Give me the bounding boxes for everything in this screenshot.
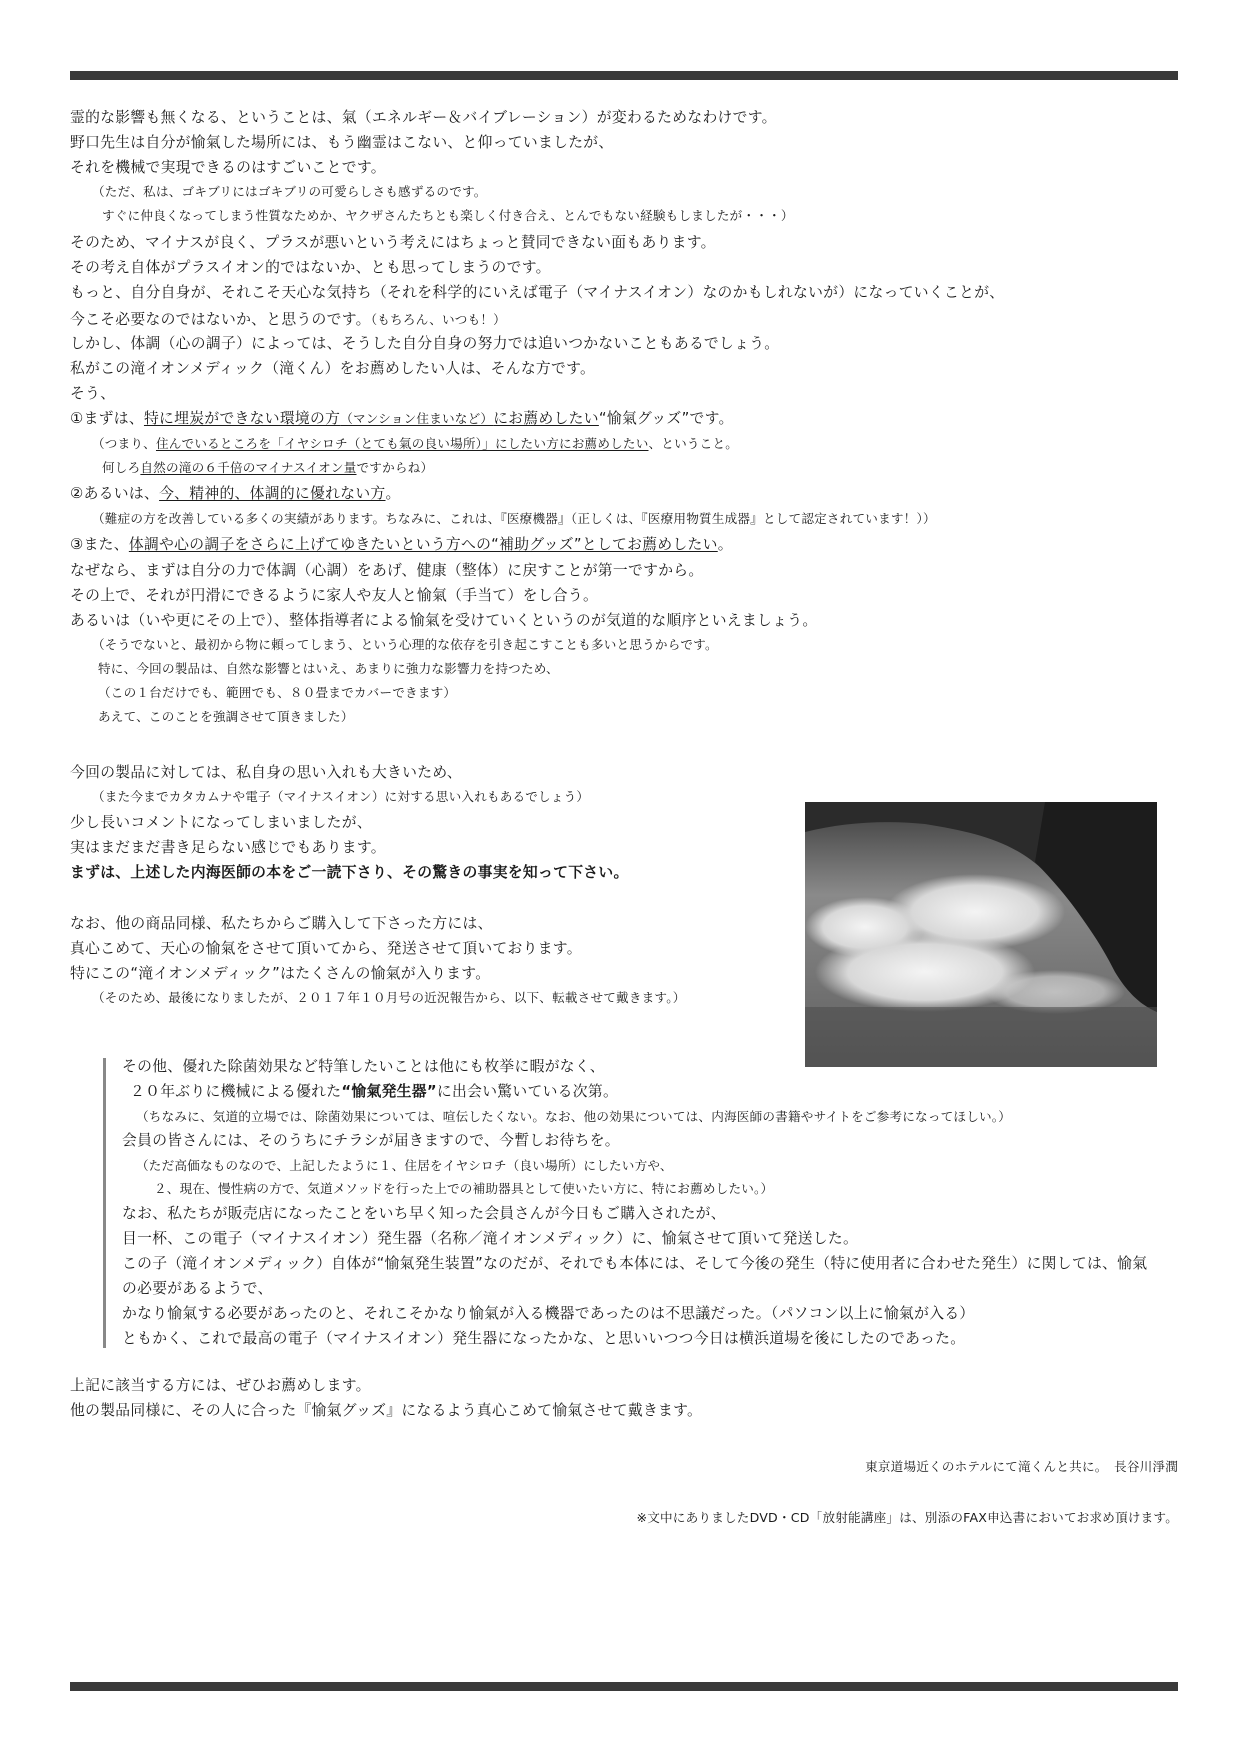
text-line: 少し長いコメントになってしまいましたが、 bbox=[70, 814, 372, 831]
aside-line: （難症の方を改善している多くの実績があります。ちなみに、これは、『医療機器』（正しくは、『医療用物質生成器』として認定されています！）） bbox=[92, 511, 936, 526]
text-line: もっと、自分自身が、それこそ天心な気持ち（それを科学的にいえば電子（マイナスイオン）なのかもしれないが）になっていくことが、 bbox=[70, 284, 1005, 301]
text-line: それを機械で実現できるのはすごいことです。 bbox=[70, 159, 386, 176]
quote-line: 目一杯、この電子（マイナスイオン）発生器（名称／滝イオンメディック）に、愉氣させて頂いて発送した。 bbox=[122, 1230, 859, 1247]
aside-line: （ただ、私は、ゴキブリにはゴキブリの可愛らしさも感ずるのです。 bbox=[92, 184, 487, 199]
text-span: （つまり、 bbox=[92, 436, 156, 451]
bottom-rule bbox=[70, 1682, 1178, 1691]
quote-line: の必要があるようで、 bbox=[122, 1280, 273, 1297]
text-span: 今こそ必要なのではないか、と思うのです。 bbox=[70, 311, 371, 328]
text-line: 真心こめて、天心の愉氣をさせて頂いてから、発送させて頂いております。 bbox=[70, 940, 582, 957]
quote-aside-line: （ちなみに、気道的立場では、除菌効果については、喧伝したくない。なお、他の効果については、内海医師の書籍やサイトをご参考になってほしい。） bbox=[136, 1109, 1012, 1124]
text-line: 上記に該当する方には、ぜひお薦めします。 bbox=[70, 1377, 371, 1394]
quote-line: 会員の皆さんには、そのうちにチラシが届きますので、今暫しお待ちを。 bbox=[122, 1132, 620, 1149]
quote-line: その他、優れた除菌効果など特筆したいことは他にも枚挙に暇がなく、 bbox=[122, 1058, 605, 1075]
lake-reflection-image bbox=[805, 802, 1157, 1067]
underlined-text: 体調や心の調子をさらに上げてゆきたいという方への“補助グッズ”としてお薦めしたい bbox=[128, 536, 718, 553]
text-span: ③また、 bbox=[70, 536, 129, 553]
text-line: 特にこの“滝イオンメディック”はたくさんの愉氣が入ります。 bbox=[70, 965, 491, 982]
quote-line: かなり愉氣する必要があったのと、それこそかなり愉氣が入る機器であったのは不思議だった。（パソコン以上に愉氣が入る） bbox=[122, 1305, 975, 1322]
text-line: 私がこの滝イオンメディック（滝くん）をお薦めしたい人は、そんな方です。 bbox=[70, 360, 596, 377]
text-line: 実はまだまだ書き足らない感じでもあります。 bbox=[70, 839, 386, 856]
text-span: 何しろ bbox=[102, 460, 141, 475]
point-3-line bbox=[70, 538, 733, 553]
text-span: 。 bbox=[717, 536, 733, 553]
quote-line: ともかく、これで最高の電子（マイナスイオン）発生器になったかな、と思いいつつ今日は横浜道場を後にしたのであった。 bbox=[122, 1330, 966, 1347]
underlined-text: にお薦めしたい bbox=[493, 410, 599, 427]
underlined-text: 特に埋炭ができない環境の方 bbox=[143, 410, 341, 427]
aside-line: （そのため、最後になりましたが、２０１７年１０月号の近況報告から、以下、転載させて戴きます。） bbox=[92, 990, 686, 1005]
text-line bbox=[70, 311, 506, 328]
footnote-line: ※文中にありましたDVD・CD「放射能講座」は、別添のFAX申込書においてお求め頂けます。 bbox=[636, 1510, 1178, 1525]
point-2-line bbox=[70, 487, 401, 502]
aside-line: すぐに仲良くなってしまう性質なためか、ヤクザさんたちとも楽しく付き合え、とんでもない経験もしましたが・・・） bbox=[102, 208, 794, 223]
top-rule bbox=[70, 71, 1178, 80]
underlined-text: 自然の滝の６千倍のマイナスイオン量 bbox=[140, 460, 357, 475]
text-line: なぜなら、まずは自分の力で体調（心調）をあげ、健康（整体）に戻すことが第一ですから。 bbox=[70, 562, 704, 579]
text-line: その考え自体がプラスイオン的ではないか、とも思ってしまうのです。 bbox=[70, 259, 551, 276]
text-line: 他の製品同様に、その人に合った『愉氣グッズ』になるよう真心こめて愉氣させて戴きます。 bbox=[70, 1402, 703, 1419]
quote-line: なお、私たちが販売店になったことをいち早く知った会員さんが今日もご購入されたが、 bbox=[122, 1205, 726, 1222]
signature-line: 東京道場近くのホテルにて滝くんと共に。 長谷川淨潤 bbox=[865, 1459, 1178, 1474]
text-span: ですからね） bbox=[356, 460, 434, 475]
lake-reflection-photo bbox=[805, 802, 1157, 1067]
emphasis-line: まずは、上述した内海医師の本をご一読下さり、その驚きの事実を知って下さい。 bbox=[70, 864, 629, 881]
aside-line bbox=[102, 462, 433, 475]
emphasis-span: “愉氣発生器” bbox=[341, 1083, 437, 1100]
quote-bar bbox=[103, 1058, 106, 1348]
text-span: 、ということ。 bbox=[648, 436, 739, 451]
text-span: に出会い驚いている次第。 bbox=[436, 1083, 619, 1100]
underlined-text: 今、精神的、体調的に優れない方 bbox=[159, 485, 386, 502]
text-span: ①まずは、 bbox=[70, 410, 144, 427]
text-line: そのため、マイナスが良く、プラスが悪いという考えにはちょっと賛同できない面もあります。 bbox=[70, 234, 716, 251]
aside-line: あえて、このことを強調させて頂きました） bbox=[98, 709, 354, 724]
text-line: しかし、体調（心の調子）によっては、そうした自分自身の努力では追いつかないこともあるでしょう。 bbox=[70, 335, 780, 352]
text-line: 野口先生は自分が愉氣した場所には、もう幽霊はこない、と仰っていましたが、 bbox=[70, 134, 614, 151]
text-span: ②あるいは、 bbox=[70, 485, 160, 502]
aside-line: （そうでないと、最初から物に頼ってしまう、という心理的な依存を引き起こすことも多いと思うからです。 bbox=[92, 637, 718, 652]
underlined-aside: （マンション住まいなど） bbox=[340, 411, 494, 426]
aside-span: （もちろん、いつも！） bbox=[370, 312, 506, 327]
text-span: “愉氣グッズ”です。 bbox=[598, 410, 734, 427]
text-line: その上で、それが円滑にできるように家人や友人と愉氣（手当て）をし合う。 bbox=[70, 587, 599, 604]
text-line: 今回の製品に対しては、私自身の思い入れも大きいため、 bbox=[70, 764, 462, 781]
aside-line: （また今までカタカムナや電子（マイナスイオン）に対する思い入れもあるでしょう） bbox=[92, 789, 590, 804]
point-1-line bbox=[70, 412, 734, 427]
aside-line bbox=[92, 438, 738, 451]
text-line: あるいは（いや更にその上で）、整体指導者による愉氣を受けていくというのが気道的な順序といえましょう。 bbox=[70, 612, 818, 629]
aside-line: 特に、今回の製品は、自然な影響とはいえ、あまりに強力な影響力を持つため、 bbox=[98, 661, 559, 676]
text-line: 霊的な影響も無くなる、ということは、氣（エネルギー＆バイブレーション）が変わるためなわけです。 bbox=[70, 109, 777, 126]
quote-line: この子（滝イオンメディック）自体が“愉氣発生装置”なのだが、それでも本体には、そして今後の発生（特に使用者に合わせた発生）に関しては、愉氣 bbox=[122, 1255, 1148, 1272]
quote-aside-line: ２、現在、慢性病の方で、気道メソッドを行った上での補助器具として使いたい方に、特にお薦めしたい。） bbox=[154, 1181, 774, 1196]
underlined-text: 住んでいるところを「イヤシロチ（とても氣の良い場所）」にしたい方にお薦めしたい bbox=[155, 436, 649, 451]
text-line: なお、他の商品同様、私たちからご購入して下さった方には、 bbox=[70, 915, 493, 932]
text-line: そう、 bbox=[70, 385, 116, 402]
quote-aside-line: （ただ高価なものなので、上記したように１、住居をイヤシロチ（良い場所）にしたい方や、 bbox=[136, 1158, 673, 1173]
aside-line: （この１台だけでも、範囲でも、８０畳までカバーできます） bbox=[98, 685, 457, 700]
quote-line bbox=[130, 1085, 618, 1100]
text-span: 。 bbox=[385, 485, 401, 502]
text-span: ２０年ぶりに機械による優れた bbox=[130, 1083, 342, 1100]
